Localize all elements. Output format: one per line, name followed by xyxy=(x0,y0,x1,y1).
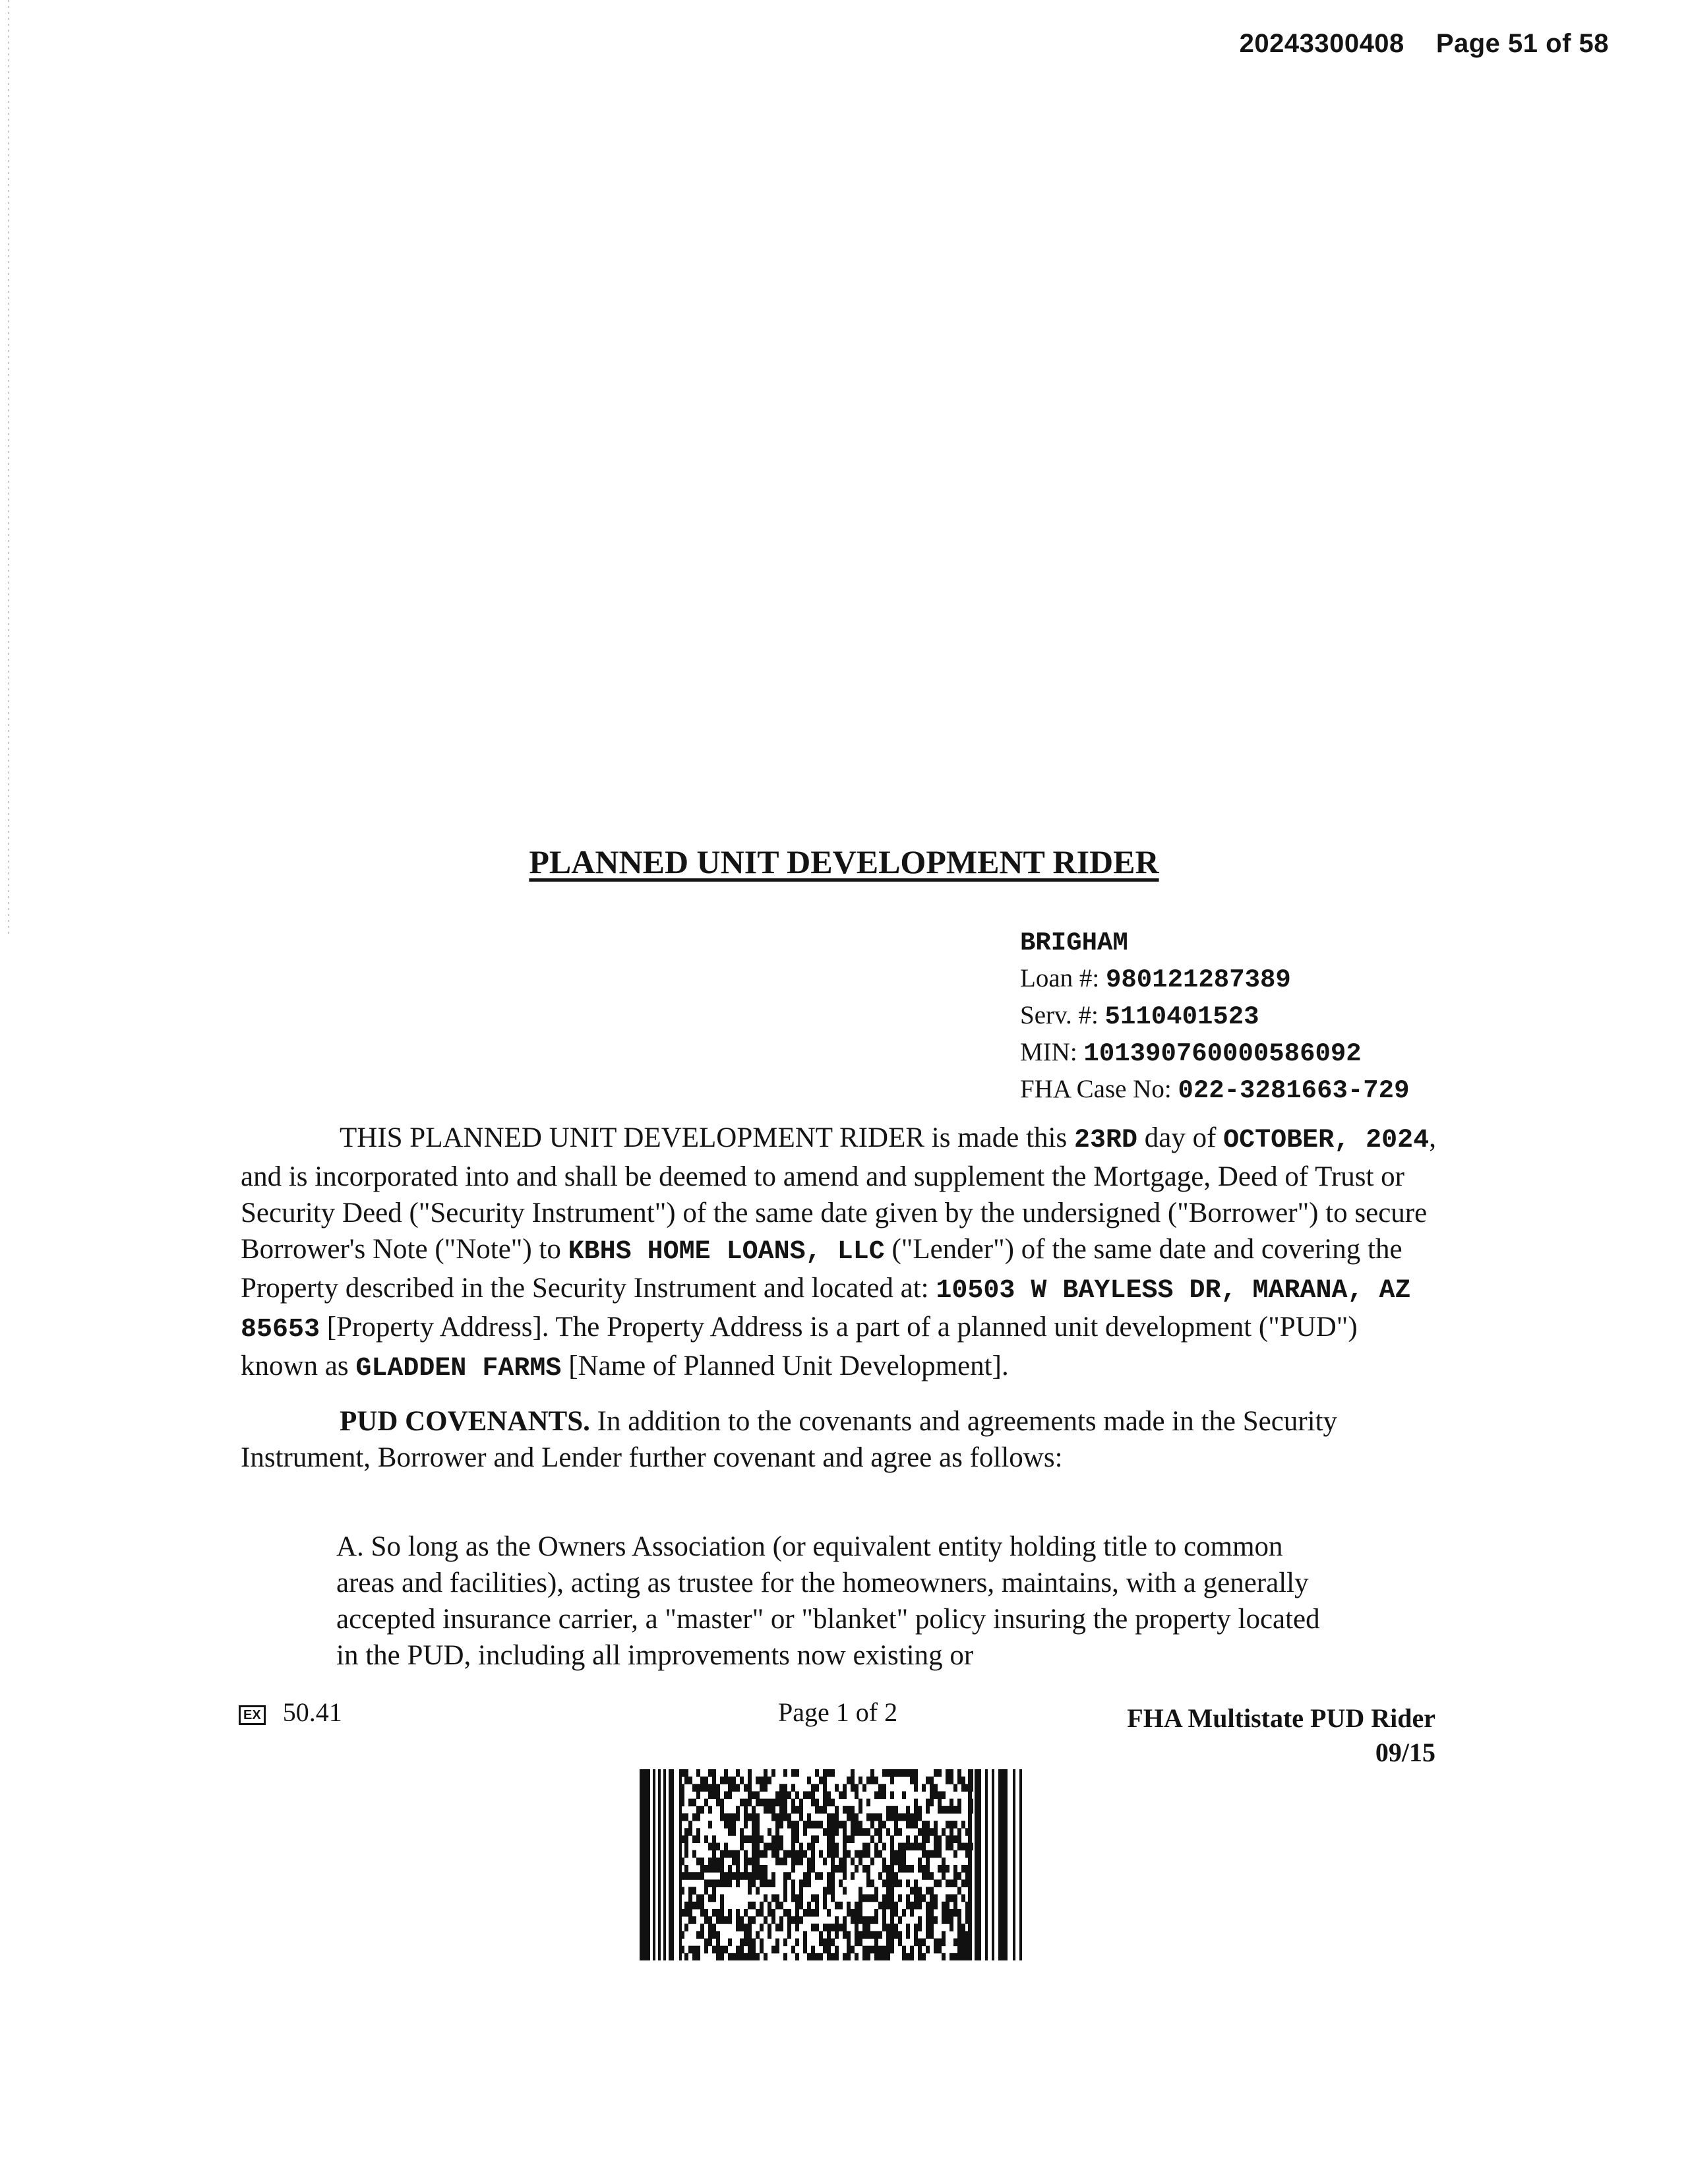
form-title: FHA Multistate PUD Rider xyxy=(1127,1703,1435,1733)
covenants-paragraph xyxy=(241,1403,1441,1476)
loan-number-value: 980121287389 xyxy=(1105,965,1291,994)
fha-case-value: 022-3281663-729 xyxy=(1178,1076,1410,1105)
document-number: 20243300408 xyxy=(1239,29,1404,58)
form-number-block xyxy=(239,1697,342,1728)
intro-text-3: , and is incorporated into and shall be deemed to amend and supplement the Mortgage, Deed of Trust or Security Deed ("Security Instrument") of the same date given by the undersigned ("Borrower") to secure Borrower's Note ("Note") to xyxy=(241,1122,1436,1265)
min-label: MIN: xyxy=(1020,1038,1077,1066)
barcode-start-pattern xyxy=(640,1769,674,1960)
covenants-heading: PUD COVENANTS. xyxy=(340,1406,590,1437)
barcode-stop-pattern xyxy=(975,1769,1022,1960)
form-title-block xyxy=(1127,1701,1435,1770)
covenants-text: In addition to the covenants and agreements made in the Security Instrument, Borrower and Lender further covenant and agree as follows: xyxy=(241,1406,1338,1473)
intro-text-6: [Name of Planned Unit Development]. xyxy=(561,1350,1009,1381)
pdf417-barcode-icon xyxy=(640,1769,1029,1960)
intro-text-2: day of xyxy=(1137,1122,1224,1153)
scan-edge-artifact xyxy=(8,0,9,936)
loan-number-row xyxy=(1020,961,1410,998)
ex-logo-icon: EX xyxy=(239,1705,266,1725)
barcode-data-modules xyxy=(679,1769,973,1960)
intro-text-4: ("Lender") of the same date and covering the Property described in the Security Instrument and located at: xyxy=(241,1234,1402,1304)
servicer-number-row xyxy=(1020,998,1410,1035)
execution-month-year: OCTOBER, 2024 xyxy=(1223,1126,1430,1155)
min-row xyxy=(1020,1035,1410,1072)
servicer-number-value: 5110401523 xyxy=(1104,1002,1259,1031)
page-number: Page 1 of 2 xyxy=(778,1697,898,1727)
servicer-number-label: Serv. #: xyxy=(1020,1001,1099,1029)
execution-day: 23RD xyxy=(1073,1126,1137,1155)
document-title: PLANNED UNIT DEVELOPMENT RIDER xyxy=(529,843,1159,880)
lender-name: KBHS HOME LOANS, LLC xyxy=(568,1237,885,1267)
page-indicator: Page 51 of 58 xyxy=(1435,29,1609,58)
clause-a: A. So long as the Owners Association (or equivalent entity holding title to common areas and facilities), acting as trustee for the homeowners, maintains, with a generally accepted insurance carrier, a "master" or "blanket" policy insuring the property located in the PUD, including all improvements now existing or xyxy=(336,1531,1320,1671)
borrower-name: BRIGHAM xyxy=(1020,928,1128,957)
loan-number-label: Loan #: xyxy=(1020,964,1100,992)
intro-text-1: THIS PLANNED UNIT DEVELOPMENT RIDER is made this xyxy=(340,1122,1074,1153)
form-number: 50.41 xyxy=(282,1697,342,1727)
loan-identifiers xyxy=(1020,926,1410,1108)
fha-case-label: FHA Case No: xyxy=(1020,1075,1172,1103)
form-date: 09/15 xyxy=(1375,1738,1435,1767)
pud-name: GLADDEN FARMS xyxy=(355,1354,562,1383)
intro-text-5: [Property Address]. The Property Address is a part of a planned unit development ("PUD") known as xyxy=(241,1312,1358,1381)
fha-case-row xyxy=(1020,1072,1410,1108)
min-value: 101390760000586092 xyxy=(1083,1039,1362,1068)
recording-stamp xyxy=(1240,29,1609,59)
property-address: 10503 W BAYLESS DR, MARANA, AZ 85653 xyxy=(241,1276,1411,1345)
intro-paragraph xyxy=(241,1120,1441,1387)
